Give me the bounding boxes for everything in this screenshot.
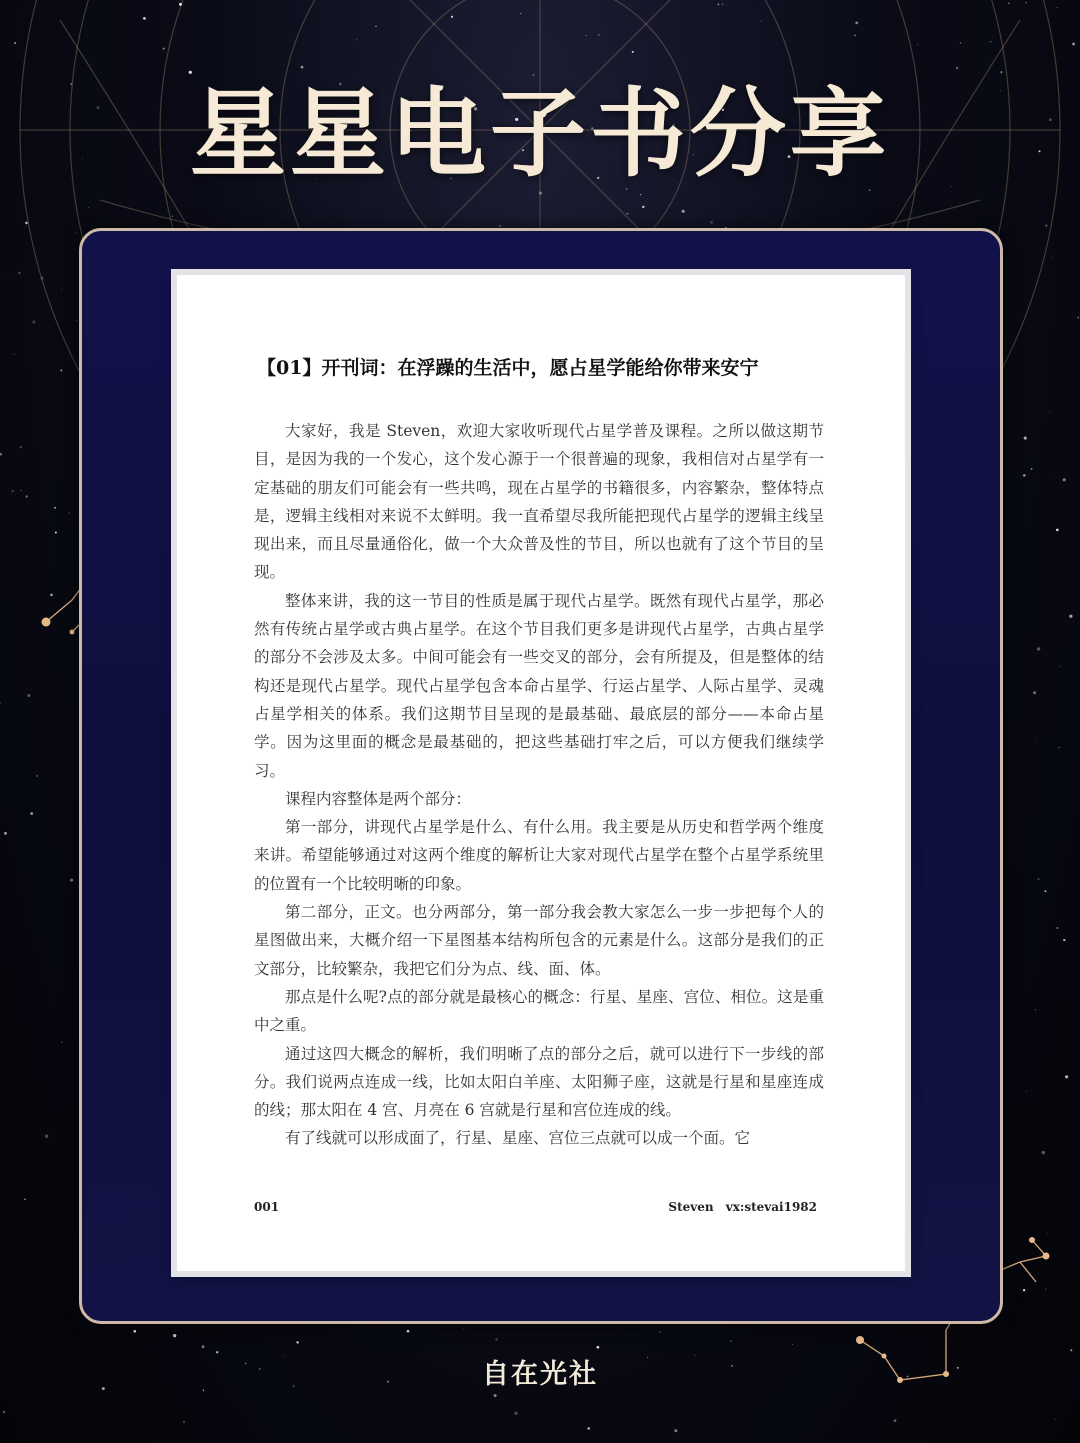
paragraph: 整体来讲，我的这一节目的性质是属于现代占星学。既然有现代占星学，那必然有传统占星学或古典占星学。在这个节目我们更多是讲现代占星学，古典占星学的部分不会涉及太多。中间可能会有一些交叉的部分，会有所提及，但是整体的结构还是现代占星学。现代占星学包含本命占星学、行运占星学、人际占星学、灵魂占星学相关的体系。我们这期节目呈现的是最基础、最底层的部分——本命占星学。因为这里面的概念是最基础的，把这些基础打牢之后，可以方便我们继续学习。 — [254, 591, 824, 780]
star-icon — [853, 197, 854, 198]
star-icon — [36, 775, 38, 777]
star-icon — [463, 1328, 464, 1329]
star-icon — [1045, 1289, 1046, 1290]
star-icon — [60, 370, 62, 372]
star-icon — [1031, 468, 1033, 470]
star-icon — [1045, 225, 1047, 227]
star-icon — [61, 289, 62, 290]
star-icon — [1037, 647, 1040, 650]
star-icon — [88, 207, 89, 208]
star-icon — [4, 832, 7, 835]
star-icon — [173, 1334, 176, 1337]
paragraph: 大家好，我是 Steven，欢迎大家收听现代占星学普及课程。之所以做这期节目，是因为我的一个发心，这个发心源于一个很普遍的现象，我相信对占星学有一定基础的朋友们可能会有一些共鸣，现在占星学的书籍很多，内容繁杂，整体特点是，逻辑主线相对来说不太鲜明。我一直希望尽我所能把现代占星学的逻辑主线呈现出来，而且尽量通俗化，做一个大众普及性的节目，所以也就有了这个节目的呈现。 — [254, 422, 824, 582]
star-icon — [27, 694, 30, 697]
document-heading: 【01】开刊词：在浮躁的生活中，愿占星学能给你带来安宁 — [257, 357, 759, 379]
star-icon — [1063, 939, 1065, 941]
star-icon — [182, 54, 183, 55]
star-icon — [202, 1345, 205, 1348]
star-icon — [1025, 2, 1026, 3]
star-icon — [1069, 615, 1072, 618]
star-icon — [854, 34, 856, 36]
star-icon — [1035, 1009, 1036, 1010]
star-icon — [183, 1421, 185, 1423]
star-icon — [760, 21, 761, 22]
star-icon — [32, 320, 35, 323]
star-icon — [407, 1330, 410, 1333]
star-icon — [632, 51, 634, 53]
star-icon — [14, 42, 16, 44]
star-icon — [3, 1411, 5, 1413]
star-icon — [682, 210, 685, 213]
star-icon — [1057, 7, 1058, 8]
star-icon — [1044, 890, 1046, 892]
star-icon — [70, 879, 73, 882]
star-icon — [61, 1042, 62, 1043]
star-icon — [917, 45, 918, 46]
star-icon — [717, 3, 719, 5]
star-icon — [722, 4, 723, 5]
star-icon — [494, 1394, 497, 1397]
star-icon — [598, 34, 600, 36]
star-icon — [1024, 437, 1027, 440]
star-icon — [20, 446, 22, 448]
star-icon — [1023, 474, 1026, 477]
paragraph: 有了线就可以形成面了，行星、星座、宫位三点就可以成一个面。它 — [285, 1129, 751, 1148]
star-icon — [588, 1427, 590, 1429]
star-icon — [1077, 317, 1079, 319]
star-icon — [520, 13, 521, 14]
footer-author: Steven — [668, 1200, 714, 1214]
star-icon — [172, 215, 174, 217]
star-icon — [296, 1341, 298, 1343]
star-icon — [1056, 927, 1058, 929]
star-icon — [7, 279, 8, 280]
star-icon — [659, 1331, 660, 1332]
star-icon — [1072, 43, 1075, 46]
star-icon — [1056, 529, 1059, 532]
star-icon — [710, 221, 713, 224]
star-icon — [375, 26, 376, 27]
page-footer-credit — [668, 1200, 817, 1214]
star-icon — [1036, 742, 1037, 743]
star-icon — [1008, 3, 1010, 5]
star-icon — [0, 702, 1, 704]
star-icon — [706, 11, 707, 12]
star-icon — [143, 17, 146, 20]
star-icon — [1058, 747, 1060, 749]
star-icon — [1050, 474, 1051, 475]
star-icon — [674, 1429, 677, 1432]
star-icon — [69, 513, 70, 514]
star-icon — [21, 490, 22, 491]
star-icon — [451, 16, 453, 18]
star-icon — [626, 213, 628, 215]
star-icon — [1063, 478, 1066, 481]
page-number: 001 — [254, 1200, 280, 1214]
star-icon — [642, 206, 645, 209]
star-icon — [1065, 1075, 1068, 1078]
star-icon — [1070, 1349, 1072, 1351]
paragraph: 那点是什么呢?点的部分就是最核心的概念：行星、星座、宫位、相位。这是重中之重。 — [254, 987, 824, 1035]
star-icon — [50, 594, 53, 597]
star-icon — [24, 1199, 25, 1200]
star-icon — [585, 35, 586, 36]
poster-title: 星星电子书分享 — [190, 78, 890, 190]
star-icon — [1050, 412, 1051, 413]
star-icon — [41, 277, 44, 280]
star-icon — [76, 233, 77, 234]
publisher-name: 自在光社 — [482, 1359, 598, 1390]
star-icon — [990, 41, 992, 43]
star-icon — [1026, 1091, 1027, 1092]
star-icon — [1052, 256, 1053, 257]
star-icon — [11, 490, 14, 493]
star-icon — [30, 812, 33, 815]
star-icon — [1033, 691, 1036, 694]
star-icon — [1038, 878, 1040, 880]
star-icon — [45, 1135, 48, 1138]
document-page — [177, 275, 905, 1271]
star-icon — [1023, 1289, 1025, 1291]
star-icon — [669, 205, 670, 206]
star-icon — [18, 272, 20, 274]
star-icon — [179, 3, 182, 6]
star-icon — [54, 507, 56, 509]
document-body — [254, 417, 824, 1153]
star-icon — [894, 1419, 897, 1422]
star-icon — [792, 1344, 793, 1345]
star-icon — [1042, 1151, 1045, 1154]
star-icon — [960, 42, 961, 43]
star-icon — [0, 453, 2, 456]
star-icon — [76, 320, 77, 321]
star-icon — [1055, 1419, 1056, 1420]
star-icon — [855, 22, 858, 25]
star-icon — [1059, 666, 1060, 667]
star-icon — [14, 354, 15, 355]
paragraph: 通过这四大概念的解析，我们明晰了点的部分之后，就可以进行下一步线的部分。我们说两点连成一线，比如太阳白羊座、太阳狮子座，这就是行星和星座连成的线；那太阳在 4 宫、月亮在 6 宫就是行星和宫位连成的线。 — [254, 1044, 824, 1120]
star-icon — [730, 1341, 731, 1342]
star-icon — [597, 1346, 600, 1349]
star-icon — [495, 1338, 497, 1340]
star-icon — [357, 39, 358, 40]
star-icon — [499, 225, 501, 227]
star-icon — [515, 1412, 518, 1415]
star-icon — [134, 1330, 137, 1333]
footer-contact: vx:stevai1982 — [725, 1200, 817, 1214]
paragraph: 第二部分，正文。也分两部分，第一部分我会教大家怎么一步一步把每个人的星图做出来，大概介绍一下星图基本结构所包含的元素是什么。这部分是我们的正文部分，比较繁杂，我把它们分为点、线、面、体。 — [254, 903, 824, 978]
star-icon — [163, 48, 165, 50]
star-icon — [25, 222, 28, 225]
star-icon — [1047, 1233, 1048, 1234]
star-icon — [26, 495, 28, 497]
star-icon — [318, 1441, 319, 1442]
paragraph: 课程内容整体是两个部分： — [285, 789, 472, 808]
star-icon — [55, 532, 57, 534]
paragraph: 第一部分，讲现代占星学是什么、有什么用。我主要是从历史和哲学两个维度来讲。希望能够通过对这两个维度的解析让大家对现代占星学在整个占星学系统里的位置有一个比较明晰的印象。 — [254, 818, 824, 893]
